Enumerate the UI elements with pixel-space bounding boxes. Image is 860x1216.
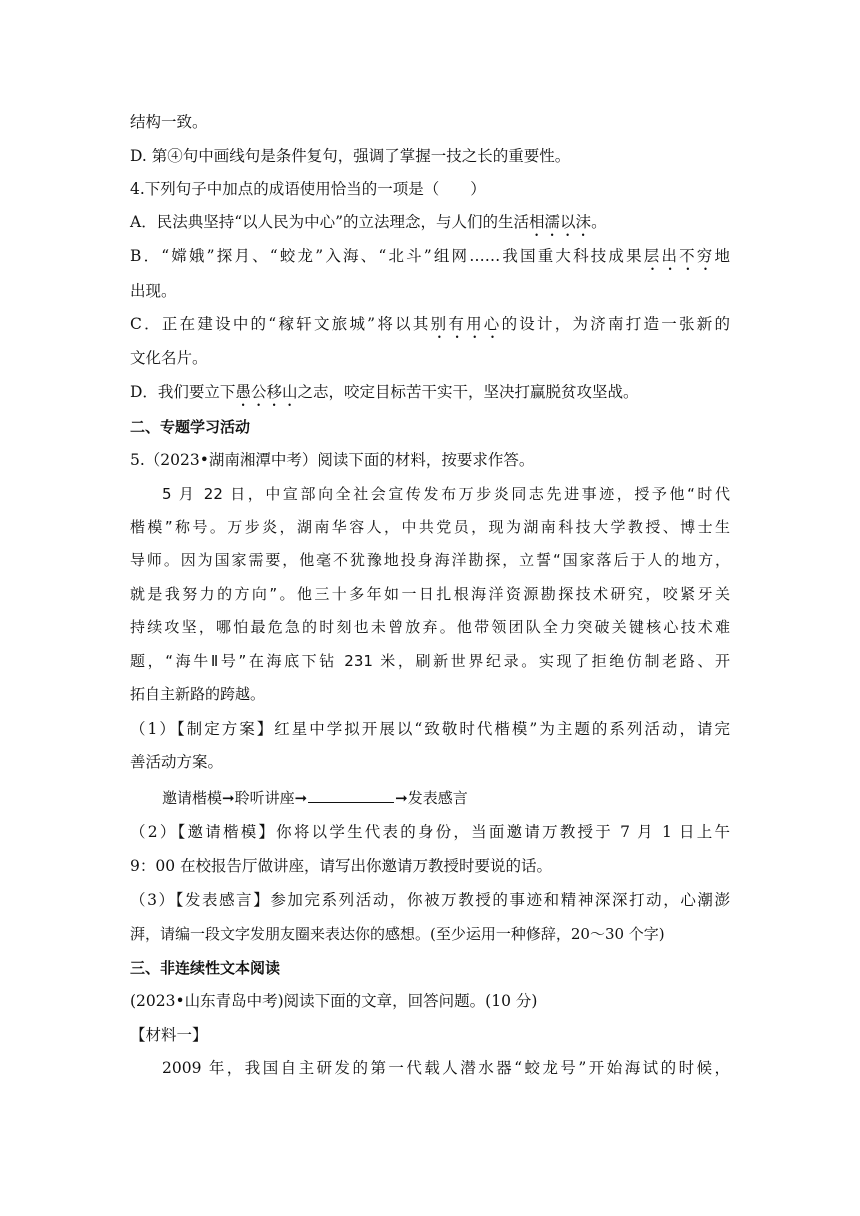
source-line: (2023•山东青岛中考)阅读下面的文章，回答问题。(10 分): [130, 992, 538, 1010]
option-b-cont: 出现。: [130, 282, 177, 300]
emphasized-idiom: 层出不穷: [643, 247, 715, 265]
answer-blank[interactable]: [308, 788, 394, 803]
question-4: 4.下列句子中加点的成语使用恰当的一项是（ ）: [130, 180, 486, 198]
subquestion-1: （1）【制定方案】红星中学拟开展以“致敬时代楷模”为主题的系列活动，请完: [130, 720, 730, 738]
material-line: 5 月 22 日，中宣部向全社会宣传发布万步炎同志先进事迹，授予他“时代: [162, 485, 730, 503]
option-d: D．我们要立下愚公移山之志，咬定目标苦干实干，坚决打赢脱贫攻坚战。: [130, 383, 639, 401]
emphasized-idiom: 愚公移山: [235, 383, 298, 401]
material-line: 持续攻坚，哪怕最危急的时刻也未曾放弃。他带领团队全力突破关键核心技术难: [130, 618, 730, 636]
material-line: 拓自主新路的跨越。: [130, 685, 266, 703]
section-heading: 三、非连续性文本阅读: [130, 959, 281, 977]
option-d-q3: D. 第④句中画线句是条件复句，强调了掌握一技之长的重要性。: [130, 147, 571, 165]
material-line: 导师。因为国家需要，他毫不犹豫地投身海洋勘探，立誓“国家落后于人的地方，: [130, 551, 730, 569]
subquestion-3-cont: 湃，请编一段文字发朋友圈来表达你的感想。(至少运用一种修辞，20～30 个字): [130, 925, 665, 943]
subquestion-2: （2）【邀请楷模】你将以学生代表的身份，当面邀请万教授于 7 月 1 日上午: [130, 823, 730, 841]
paragraph-line: 2009 年，我国自主研发的第一代载人潜水器“蛟龙号”开始海试的时候，: [162, 1059, 730, 1077]
option-b: B．“嫦娥”探月、“蛟龙”入海、“北斗”组网……我国重大科技成果层出不穷地: [130, 247, 730, 265]
subquestion-2-cont: 9：00 在校报告厅做讲座，请写出你邀请万教授时要说的话。: [130, 857, 553, 875]
material-line: 楷模”称号。万步炎，湖南华容人，中共党员，现为湖南科技大学教授、博士生: [130, 518, 730, 536]
question-5: 5.（2023•湖南湘潭中考）阅读下面的材料，按要求作答。: [130, 451, 535, 469]
option-a: A．民法典坚持“以人民为中心”的立法理念，与人们的生活相濡以沫。: [130, 213, 607, 231]
emphasized-idiom: 相濡以沫: [529, 213, 592, 231]
emphasized-idiom: 别有用心: [430, 315, 502, 333]
activity-flow: 邀请楷模➞聆听讲座➞ ➞发表感言: [162, 789, 468, 807]
section-heading: 二、专题学习活动: [130, 418, 251, 436]
subquestion-1-cont: 善活动方案。: [130, 753, 224, 771]
option-c: C．正在建设中的“稼轩文旅城”将以其别有用心的设计，为济南打造一张新的: [130, 315, 730, 333]
option-c-cont: 文化名片。: [130, 349, 208, 367]
material-line: 题，“海牛Ⅱ号”在海底下钻 231 米，刷新世界纪录。实现了拒绝仿制老路、开: [130, 652, 730, 670]
material-label: 【材料一】: [130, 1026, 208, 1044]
material-line: 就是我努力的方向”。他三十多年如一日扎根海洋资源勘探技术研究，咬紧牙关: [130, 585, 730, 603]
text-line: 结构一致。: [130, 113, 208, 131]
subquestion-3: （3）【发表感言】参加完系列活动，你被万教授的事迹和精神深深打动，心潮澎: [130, 891, 730, 909]
